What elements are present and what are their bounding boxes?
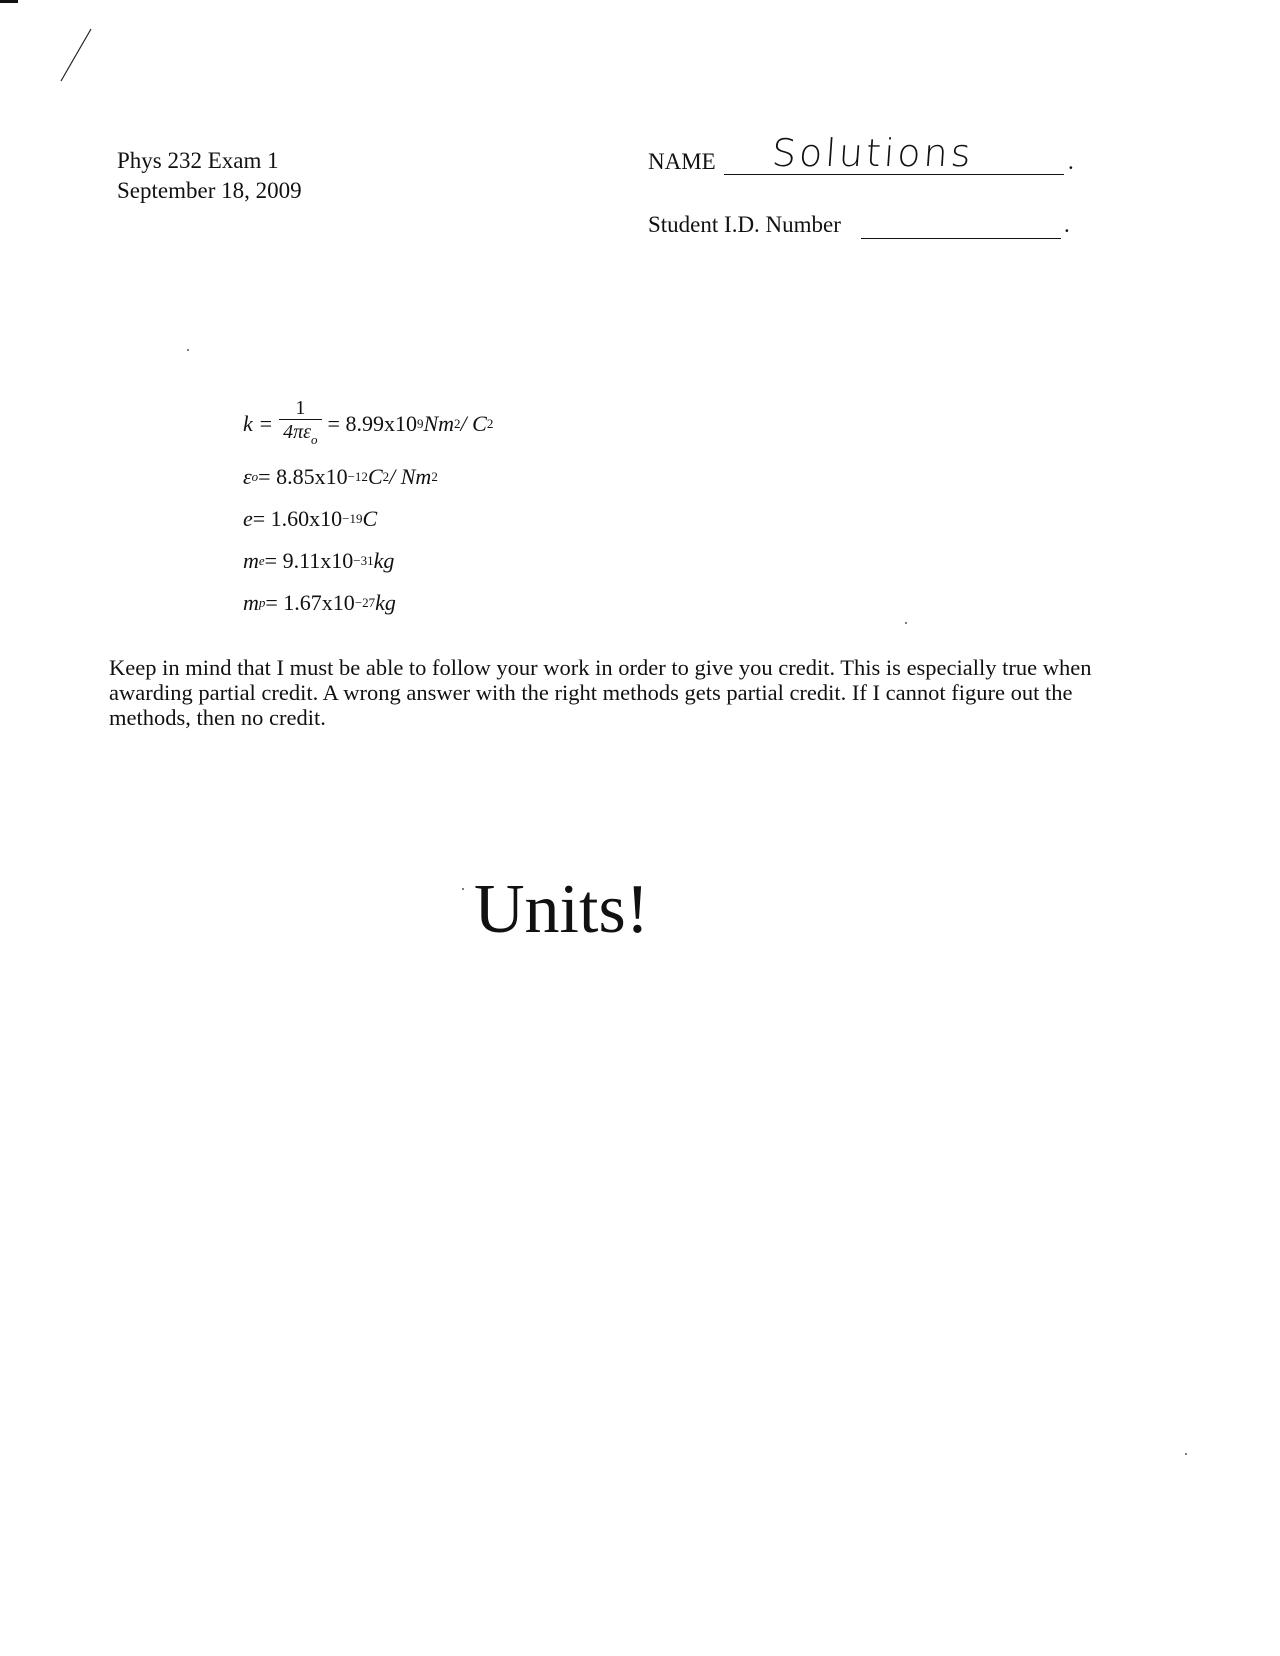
- proton-mass-row: m p = 1.67x10 −27 kg: [243, 590, 396, 615]
- handwritten-name: Solutions: [770, 131, 976, 175]
- permittivity-row: ε o = 8.85x10 −12 C 2 / Nm 2: [243, 464, 438, 489]
- name-label: NAME: [648, 149, 716, 174]
- pen-stroke-mark: [55, 25, 95, 85]
- scan-speck: [187, 349, 189, 351]
- scan-edge-mark: [0, 0, 18, 3]
- k-value: = 8.99x10: [327, 411, 417, 436]
- exam-header: [117, 146, 302, 206]
- student-id-label: Student I.D. Number: [648, 212, 841, 237]
- student-id-field: [648, 212, 1078, 246]
- elementary-charge-row: e = 1.60x10 −19 C: [243, 506, 378, 531]
- electron-mass-row: m e = 9.11x10 −31 kg: [243, 548, 395, 573]
- k-denominator: $4\pi\varepsilon_o$: [279, 419, 321, 452]
- student-id-underline: [861, 238, 1061, 239]
- k-numerator: 1: [295, 396, 306, 419]
- student-id-terminator: .: [1064, 212, 1070, 237]
- course-title: Phys 232 Exam 1: [117, 148, 279, 173]
- name-field: [648, 131, 1074, 181]
- units-emphasis: Units!: [474, 871, 649, 948]
- k-lhs: k =: [243, 411, 274, 436]
- scan-speck: [905, 622, 907, 624]
- physical-constants: [243, 392, 493, 624]
- exam-date: September 18, 2009: [117, 178, 302, 203]
- scan-speck: [1185, 1453, 1187, 1455]
- grading-instructions: Keep in mind that I must be able to follow your work in order to give you credit. This is especially true when awarding partial credit. A wrong answer with the right methods gets partial credit. If I cannot figure out the methods, then no credit.: [109, 655, 1092, 730]
- scan-speck: [462, 888, 464, 890]
- name-terminator: .: [1068, 149, 1074, 174]
- k-fraction: [279, 397, 321, 452]
- coulomb-constant-row: k = $\frac{1}{4\pi\varepsilon_o}$ = 8.99x10 9 Nm 2 / C 2: [243, 392, 493, 456]
